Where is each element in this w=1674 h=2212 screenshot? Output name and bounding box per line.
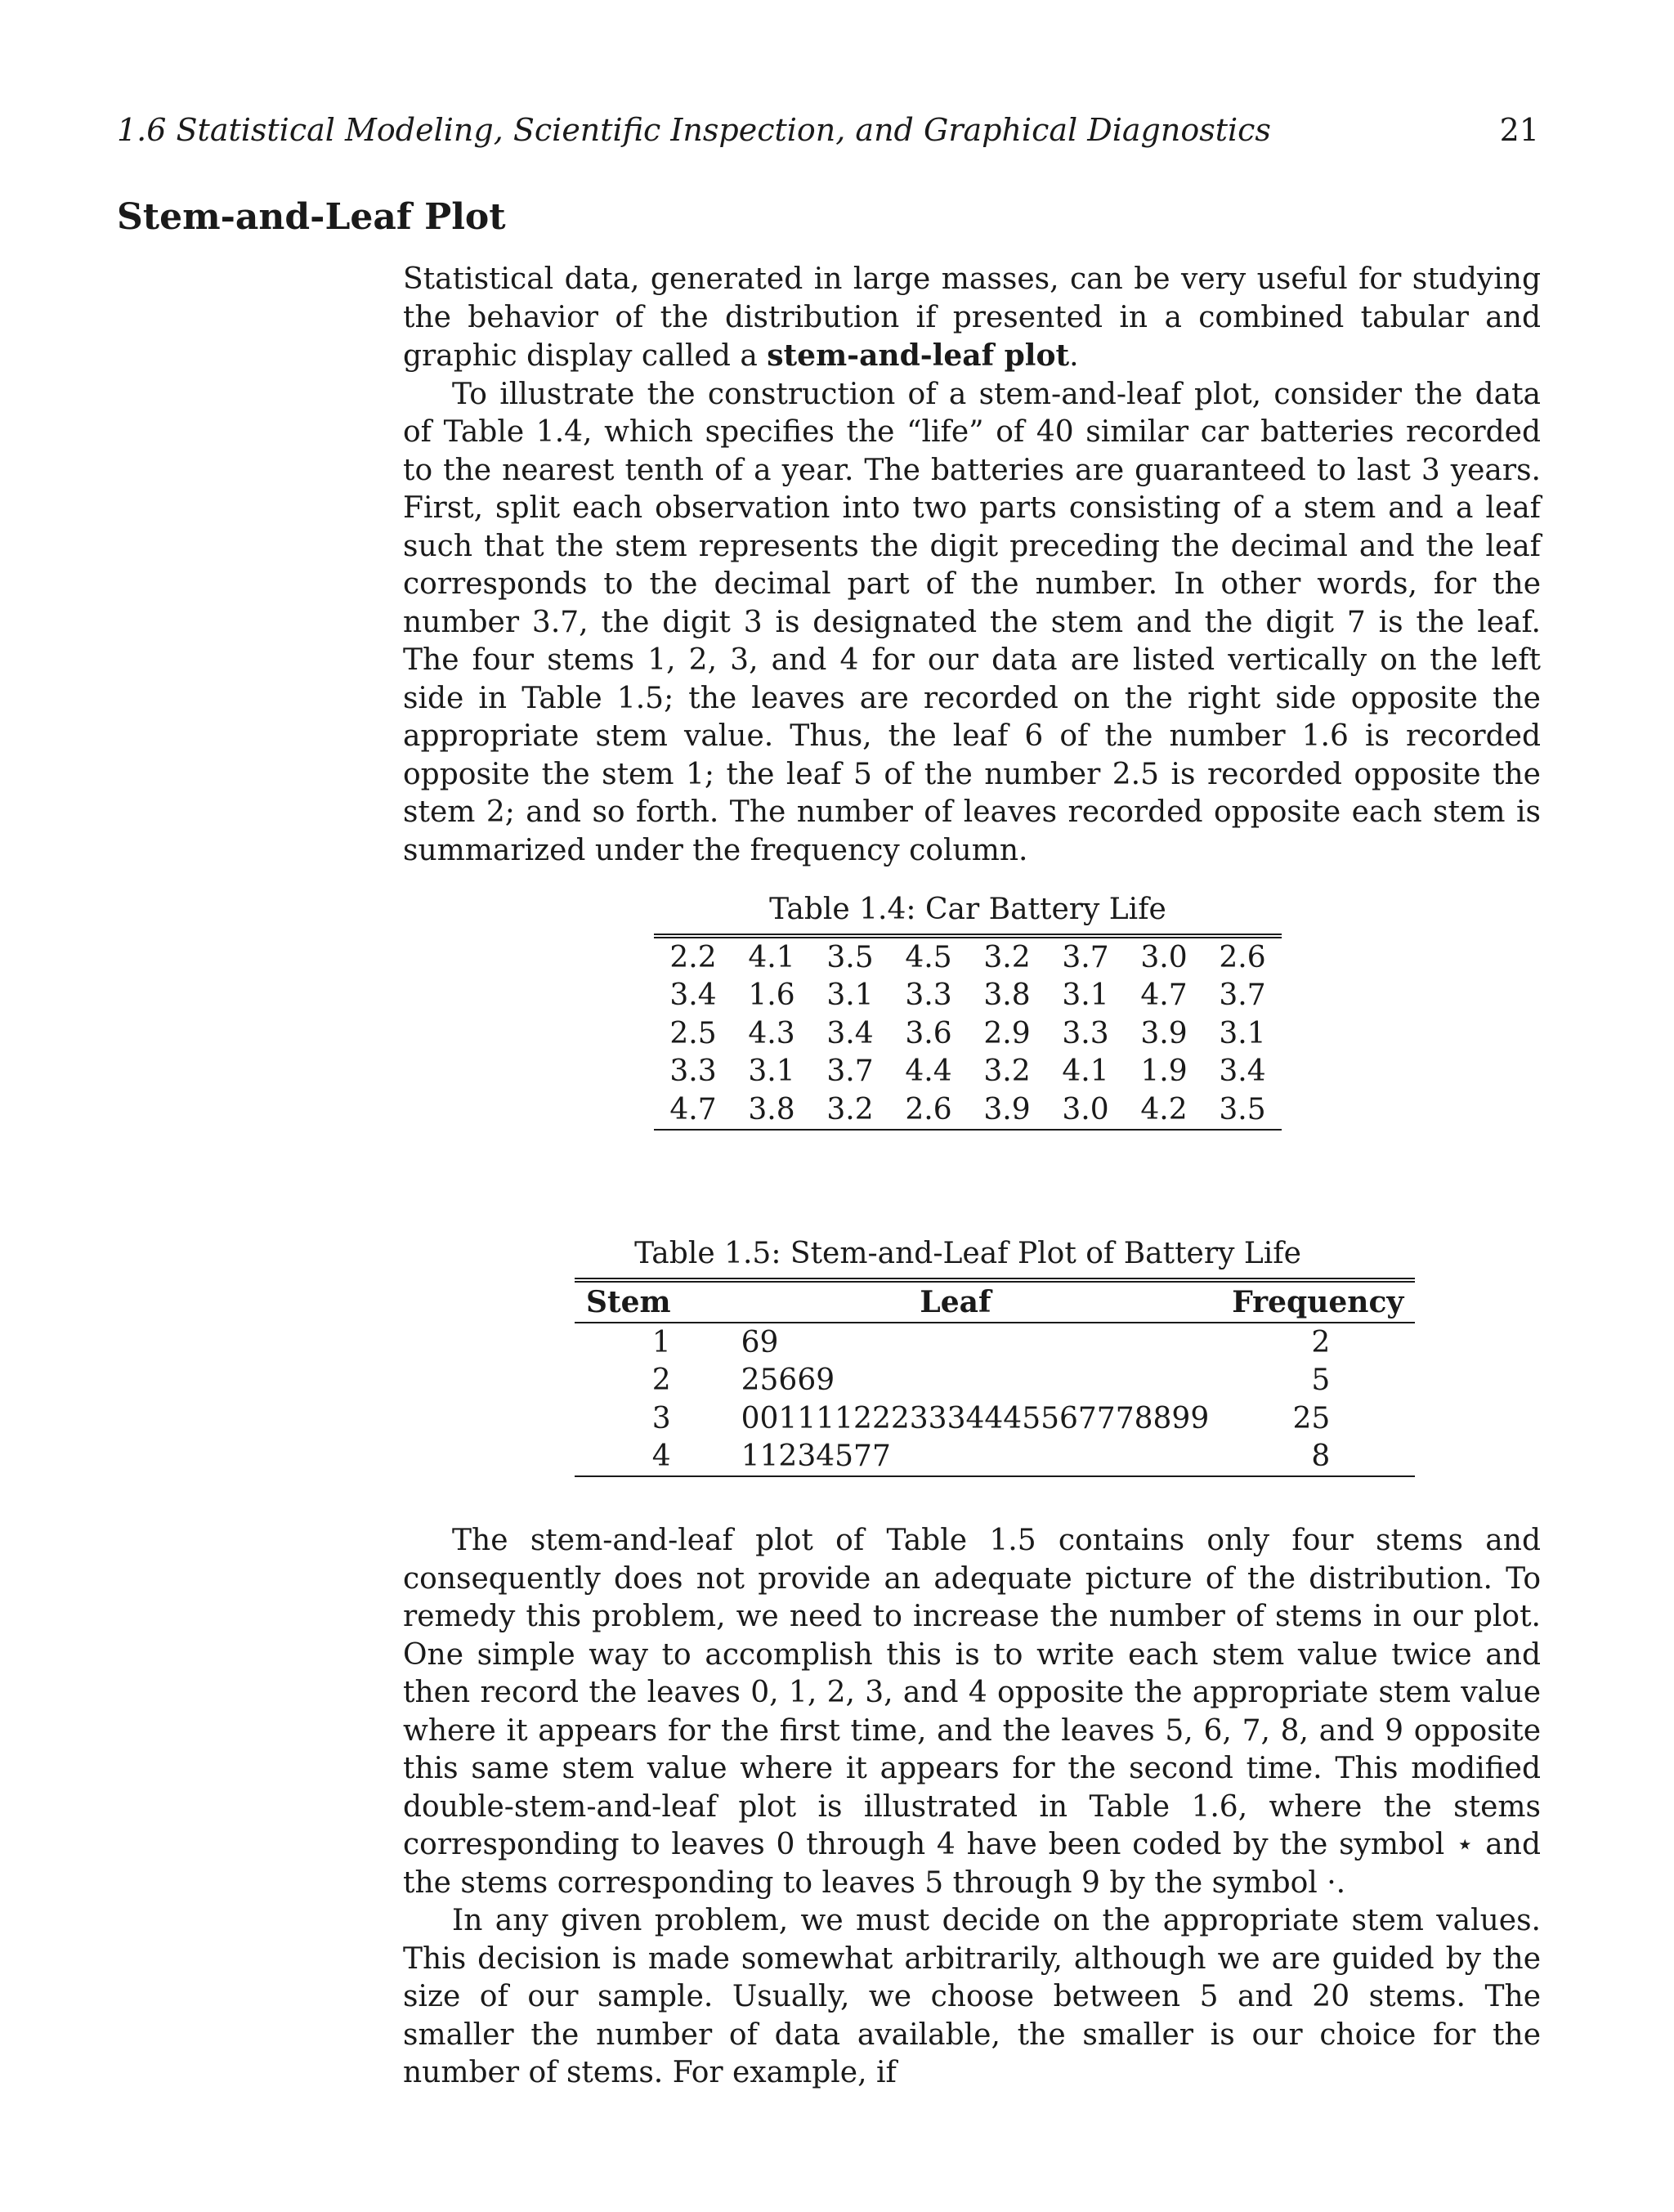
- table-cell: 3.2: [826, 1092, 874, 1126]
- intro-text: [403, 261, 1541, 870]
- cell-stem: 3: [651, 1401, 671, 1435]
- table-cell: 3.9: [983, 1092, 1031, 1126]
- header-leaf: Leaf: [702, 1280, 1221, 1323]
- table-cell: 2.6: [1219, 940, 1266, 974]
- table-cell: 4.3: [748, 1016, 795, 1050]
- body-text-continued: [403, 1522, 1541, 2093]
- cell-leaf: 25669: [741, 1363, 835, 1398]
- cell-frequency: 8: [1311, 1440, 1331, 1474]
- running-head: 1.6 Statistical Modeling, Scientific Inspection, and Graphical Diagnostics: [117, 112, 1271, 148]
- table-row: [575, 1438, 1415, 1477]
- table-cell: 3.4: [826, 1016, 874, 1050]
- table-cell: 4.7: [1140, 978, 1188, 1013]
- table-cell: 1.6: [748, 978, 795, 1013]
- cell-leaf: 69: [741, 1325, 779, 1359]
- paragraph-1-end: .: [1069, 339, 1079, 373]
- cell-frequency: 5: [1311, 1363, 1331, 1398]
- table-cell: 2.2: [669, 940, 717, 974]
- table-cell: 3.9: [1140, 1016, 1188, 1050]
- cell-frequency: 2: [1311, 1325, 1331, 1359]
- cell-leaf: 11234577: [741, 1440, 891, 1474]
- page-number: 21: [1499, 112, 1539, 148]
- table-row: [575, 1399, 1415, 1438]
- table-1-5-header-row: [575, 1280, 1415, 1323]
- table-cell: 3.3: [905, 978, 952, 1013]
- table-cell: 3.5: [826, 940, 874, 974]
- cell-frequency: 25: [1292, 1401, 1331, 1435]
- table-cell: 4.5: [905, 940, 952, 974]
- table-row: [654, 1053, 1282, 1091]
- table-cell: 3.5: [1219, 1092, 1266, 1126]
- term-stem-and-leaf-plot: stem-and-leaf plot: [767, 338, 1070, 373]
- table-cell: 4.4: [905, 1055, 952, 1089]
- table-cell: 4.1: [1062, 1055, 1109, 1089]
- table-cell: 3.7: [1062, 940, 1109, 974]
- table-cell: 3.7: [826, 1055, 874, 1089]
- table-cell: 3.2: [983, 940, 1031, 974]
- table-row: [575, 1323, 1415, 1362]
- cell-leaf: 0011112223334445567778899: [741, 1401, 1210, 1435]
- table-cell: 3.1: [1219, 1016, 1266, 1050]
- table-cell: 4.2: [1140, 1092, 1188, 1126]
- table-1-5-caption: Table 1.5: Stem-and-Leaf Plot of Battery Life: [634, 1237, 1301, 1270]
- cell-stem: 2: [651, 1363, 671, 1398]
- table-cell: 3.4: [1219, 1055, 1266, 1089]
- table-cell: 1.9: [1140, 1055, 1188, 1089]
- paragraph-1-text: Statistical data, generated in large masses, can be very useful for studying the behavior of the distribution if presented in a combined tabular and graphic display called a: [403, 262, 1541, 373]
- table-cell: 3.8: [983, 978, 1031, 1013]
- table-cell: 3.6: [905, 1016, 952, 1050]
- table-row: [575, 1362, 1415, 1400]
- table-cell: 2.9: [983, 1016, 1031, 1050]
- table-cell: 3.0: [1140, 940, 1188, 974]
- table-cell: 4.7: [669, 1092, 717, 1126]
- paragraph-3: The stem-and-leaf plot of Table 1.5 contains only four stems and consequently does not provide an adequate picture of the distribution. To remedy this problem, we need to increase the number of stems in our plot. One simple way to accomplish this is to write each stem value twice and then record the leaves 0, 1, 2, 3, and 4 opposite the appropriate stem value where it appears for the first time, and the leaves 5, 6, 7, 8, and 9 opposite this same stem value where it appears for the second time. This modified double-stem-and-leaf plot is illustrated in Table 1.6, where the stems corresponding to leaves 0 through 4 have been coded by the symbol ⋆ and the stems corresponding to leaves 5 through 9 by the symbol ·.: [403, 1524, 1541, 1900]
- paragraph-2: To illustrate the construction of a stem-and-leaf plot, consider the data of Table 1.4, which specifies the “life” of 40 similar car batteries recorded to the nearest tenth of a year. The batteries are guaranteed to last 3 years. First, split each observation into two parts consisting of a stem and a leaf such that the stem represents the digit preceding the decimal and the leaf corresponds to the decimal part of the number. In other words, for the number 3.7, the digit 3 is designated the stem and the digit 7 is the leaf. The four stems 1, 2, 3, and 4 for our data are listed vertically on the left side in Table 1.5; the leaves are recorded on the right side opposite the appropriate stem value. Thus, the leaf 6 of the number 1.6 is recorded opposite the stem 1; the leaf 5 of the number 2.5 is recorded opposite the stem 2; and so forth. The number of leaves recorded opposite each stem is summarized under the frequency column.: [403, 377, 1541, 867]
- table-cell: 3.8: [748, 1092, 795, 1126]
- table-cell: 3.1: [1062, 978, 1109, 1013]
- table-1-4-caption: Table 1.4: Car Battery Life: [769, 893, 1166, 926]
- table-1-5: [575, 1278, 1415, 1477]
- table-1-4: [654, 934, 1282, 1131]
- table-cell: 3.2: [983, 1055, 1031, 1089]
- table-cell: 2.6: [905, 1092, 952, 1126]
- table-cell: 3.4: [669, 978, 717, 1013]
- section-title: Stem-and-Leaf Plot: [117, 196, 506, 238]
- table-cell: 3.7: [1219, 978, 1266, 1013]
- table-cell: 3.0: [1062, 1092, 1109, 1126]
- table-cell: 4.1: [748, 940, 795, 974]
- header-frequency: Frequency: [1220, 1280, 1415, 1323]
- table-cell: 3.1: [826, 978, 874, 1013]
- table-row: [654, 1014, 1282, 1053]
- paragraph-4: In any given problem, we must decide on the appropriate stem values. This decision is made somewhat arbitrarily, although we are guided by the size of our sample. Usually, we choose between 5 and 20 stems. The smaller the number of data available, the smaller is our choice for the number of stems. For example, if: [403, 1904, 1541, 2089]
- table-cell: 3.1: [748, 1055, 795, 1089]
- table-cell: 3.3: [1062, 1016, 1109, 1050]
- cell-stem: 1: [651, 1325, 671, 1359]
- table-cell: 3.3: [669, 1055, 717, 1089]
- table-row: [654, 936, 1282, 977]
- paragraph-1: [403, 261, 1541, 376]
- header-stem: Stem: [575, 1280, 702, 1323]
- cell-stem: 4: [651, 1440, 671, 1474]
- table-cell: 2.5: [669, 1016, 717, 1050]
- table-row: [654, 1090, 1282, 1130]
- table-row: [654, 977, 1282, 1015]
